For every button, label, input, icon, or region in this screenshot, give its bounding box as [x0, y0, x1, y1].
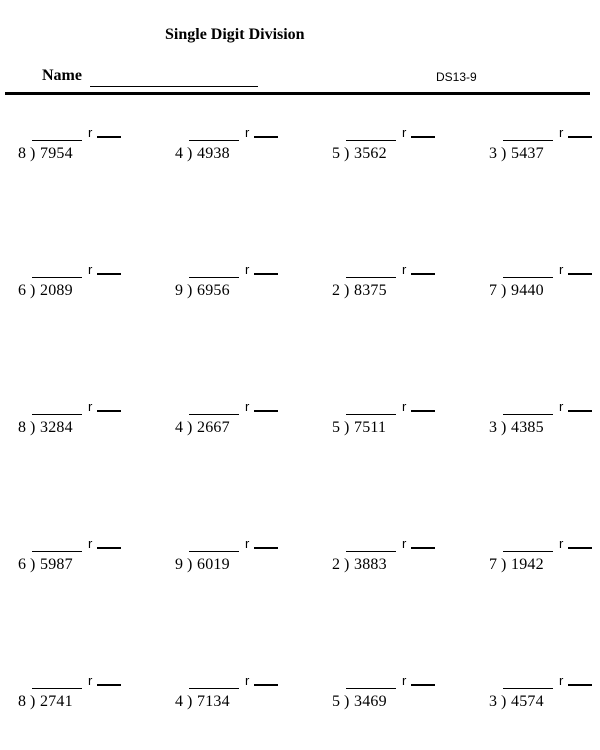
division-bar	[503, 277, 553, 278]
dividend: 2667	[197, 419, 230, 436]
division-problem	[175, 263, 285, 313]
remainder-label: r	[402, 399, 407, 414]
remainder-label: r	[245, 673, 250, 688]
division-bracket: )	[187, 282, 193, 299]
divisor: 9	[175, 556, 183, 573]
remainder-label: r	[88, 673, 93, 688]
divisor: 4	[175, 145, 183, 162]
division-bracket: )	[344, 145, 350, 162]
dividend: 7134	[197, 693, 230, 710]
dividend: 2089	[40, 282, 73, 299]
division-bar	[189, 277, 239, 278]
division-problem	[489, 537, 599, 587]
remainder-blank	[568, 273, 592, 275]
remainder-label: r	[88, 262, 93, 277]
remainder-blank	[411, 410, 435, 412]
divisor: 7	[489, 282, 497, 299]
division-bracket: )	[187, 145, 193, 162]
divisor: 8	[18, 419, 26, 436]
dividend: 3562	[354, 145, 387, 162]
remainder-label: r	[88, 125, 93, 140]
divisor: 2	[332, 282, 340, 299]
divisor: 7	[489, 556, 497, 573]
division-bar	[189, 140, 239, 141]
division-bar	[346, 551, 396, 552]
division-problem	[18, 400, 128, 450]
division-problem	[18, 537, 128, 587]
division-bracket: )	[187, 556, 193, 573]
division-bracket: )	[344, 282, 350, 299]
division-bracket: )	[344, 419, 350, 436]
division-problem	[489, 674, 599, 724]
division-problem	[332, 537, 442, 587]
remainder-label: r	[245, 262, 250, 277]
remainder-blank	[411, 136, 435, 138]
remainder-blank	[254, 684, 278, 686]
division-problem	[332, 263, 442, 313]
division-bracket: )	[501, 145, 507, 162]
remainder-blank	[411, 684, 435, 686]
division-bracket: )	[30, 419, 36, 436]
division-bracket: )	[344, 693, 350, 710]
division-bar	[32, 140, 82, 141]
remainder-label: r	[245, 125, 250, 140]
division-bar	[503, 414, 553, 415]
divisor: 4	[175, 419, 183, 436]
remainder-blank	[254, 273, 278, 275]
division-problem	[175, 126, 285, 176]
divisor: 3	[489, 693, 497, 710]
name-label: Name	[42, 67, 82, 84]
division-bracket: )	[501, 556, 507, 573]
divisor: 2	[332, 556, 340, 573]
dividend: 9440	[511, 282, 544, 299]
dividend: 4938	[197, 145, 230, 162]
division-problem	[332, 126, 442, 176]
worksheet-code: DS13-9	[436, 70, 477, 84]
remainder-label: r	[88, 536, 93, 551]
division-bar	[503, 140, 553, 141]
remainder-label: r	[402, 125, 407, 140]
division-bar	[189, 551, 239, 552]
dividend: 5987	[40, 556, 73, 573]
division-bracket: )	[501, 282, 507, 299]
remainder-label: r	[245, 536, 250, 551]
division-problem	[175, 674, 285, 724]
division-problem	[332, 400, 442, 450]
division-bracket: )	[501, 419, 507, 436]
dividend: 1942	[511, 556, 544, 573]
division-problem	[332, 674, 442, 724]
division-bracket: )	[187, 693, 193, 710]
remainder-blank	[568, 684, 592, 686]
dividend: 5437	[511, 145, 544, 162]
division-problem	[18, 126, 128, 176]
division-bar	[503, 551, 553, 552]
remainder-label: r	[559, 262, 564, 277]
remainder-label: r	[245, 399, 250, 414]
division-problem	[489, 126, 599, 176]
divisor: 5	[332, 693, 340, 710]
divisor: 8	[18, 145, 26, 162]
remainder-blank	[97, 410, 121, 412]
dividend: 3469	[354, 693, 387, 710]
dividend: 3284	[40, 419, 73, 436]
divisor: 6	[18, 282, 26, 299]
remainder-blank	[254, 547, 278, 549]
division-bar	[32, 414, 82, 415]
dividend: 2741	[40, 693, 73, 710]
divisor: 5	[332, 145, 340, 162]
dividend: 6019	[197, 556, 230, 573]
remainder-blank	[97, 684, 121, 686]
remainder-label: r	[402, 262, 407, 277]
division-problem	[18, 263, 128, 313]
divisor: 3	[489, 145, 497, 162]
division-problem	[175, 400, 285, 450]
division-bracket: )	[30, 693, 36, 710]
remainder-blank	[254, 410, 278, 412]
remainder-blank	[97, 273, 121, 275]
remainder-blank	[97, 547, 121, 549]
divisor: 6	[18, 556, 26, 573]
division-problem	[18, 674, 128, 724]
dividend: 6956	[197, 282, 230, 299]
division-bar	[189, 414, 239, 415]
division-problem	[175, 537, 285, 587]
divisor: 5	[332, 419, 340, 436]
remainder-blank	[411, 273, 435, 275]
remainder-blank	[97, 136, 121, 138]
remainder-label: r	[559, 536, 564, 551]
division-bar	[346, 277, 396, 278]
remainder-label: r	[559, 673, 564, 688]
division-bar	[32, 551, 82, 552]
divisor: 8	[18, 693, 26, 710]
division-bracket: )	[344, 556, 350, 573]
dividend: 7511	[354, 419, 387, 436]
division-bar	[346, 688, 396, 689]
dividend: 4574	[511, 693, 544, 710]
division-bar	[32, 277, 82, 278]
divisor: 9	[175, 282, 183, 299]
division-bar	[503, 688, 553, 689]
division-bar	[346, 414, 396, 415]
division-bracket: )	[501, 693, 507, 710]
division-problem	[489, 263, 599, 313]
remainder-blank	[411, 547, 435, 549]
division-bracket: )	[30, 145, 36, 162]
remainder-label: r	[402, 673, 407, 688]
division-bar	[189, 688, 239, 689]
divisor: 3	[489, 419, 497, 436]
division-bracket: )	[30, 282, 36, 299]
remainder-label: r	[559, 125, 564, 140]
dividend: 4385	[511, 419, 544, 436]
remainder-blank	[254, 136, 278, 138]
division-problem	[489, 400, 599, 450]
remainder-blank	[568, 136, 592, 138]
division-bracket: )	[187, 419, 193, 436]
division-bracket: )	[30, 556, 36, 573]
divisor: 4	[175, 693, 183, 710]
remainder-label: r	[88, 399, 93, 414]
dividend: 8375	[354, 282, 387, 299]
worksheet-title: Single Digit Division	[165, 26, 305, 43]
dividend: 7954	[40, 145, 73, 162]
remainder-label: r	[559, 399, 564, 414]
remainder-blank	[568, 547, 592, 549]
division-bar	[346, 140, 396, 141]
remainder-label: r	[402, 536, 407, 551]
division-bar	[32, 688, 82, 689]
dividend: 3883	[354, 556, 387, 573]
remainder-blank	[568, 410, 592, 412]
